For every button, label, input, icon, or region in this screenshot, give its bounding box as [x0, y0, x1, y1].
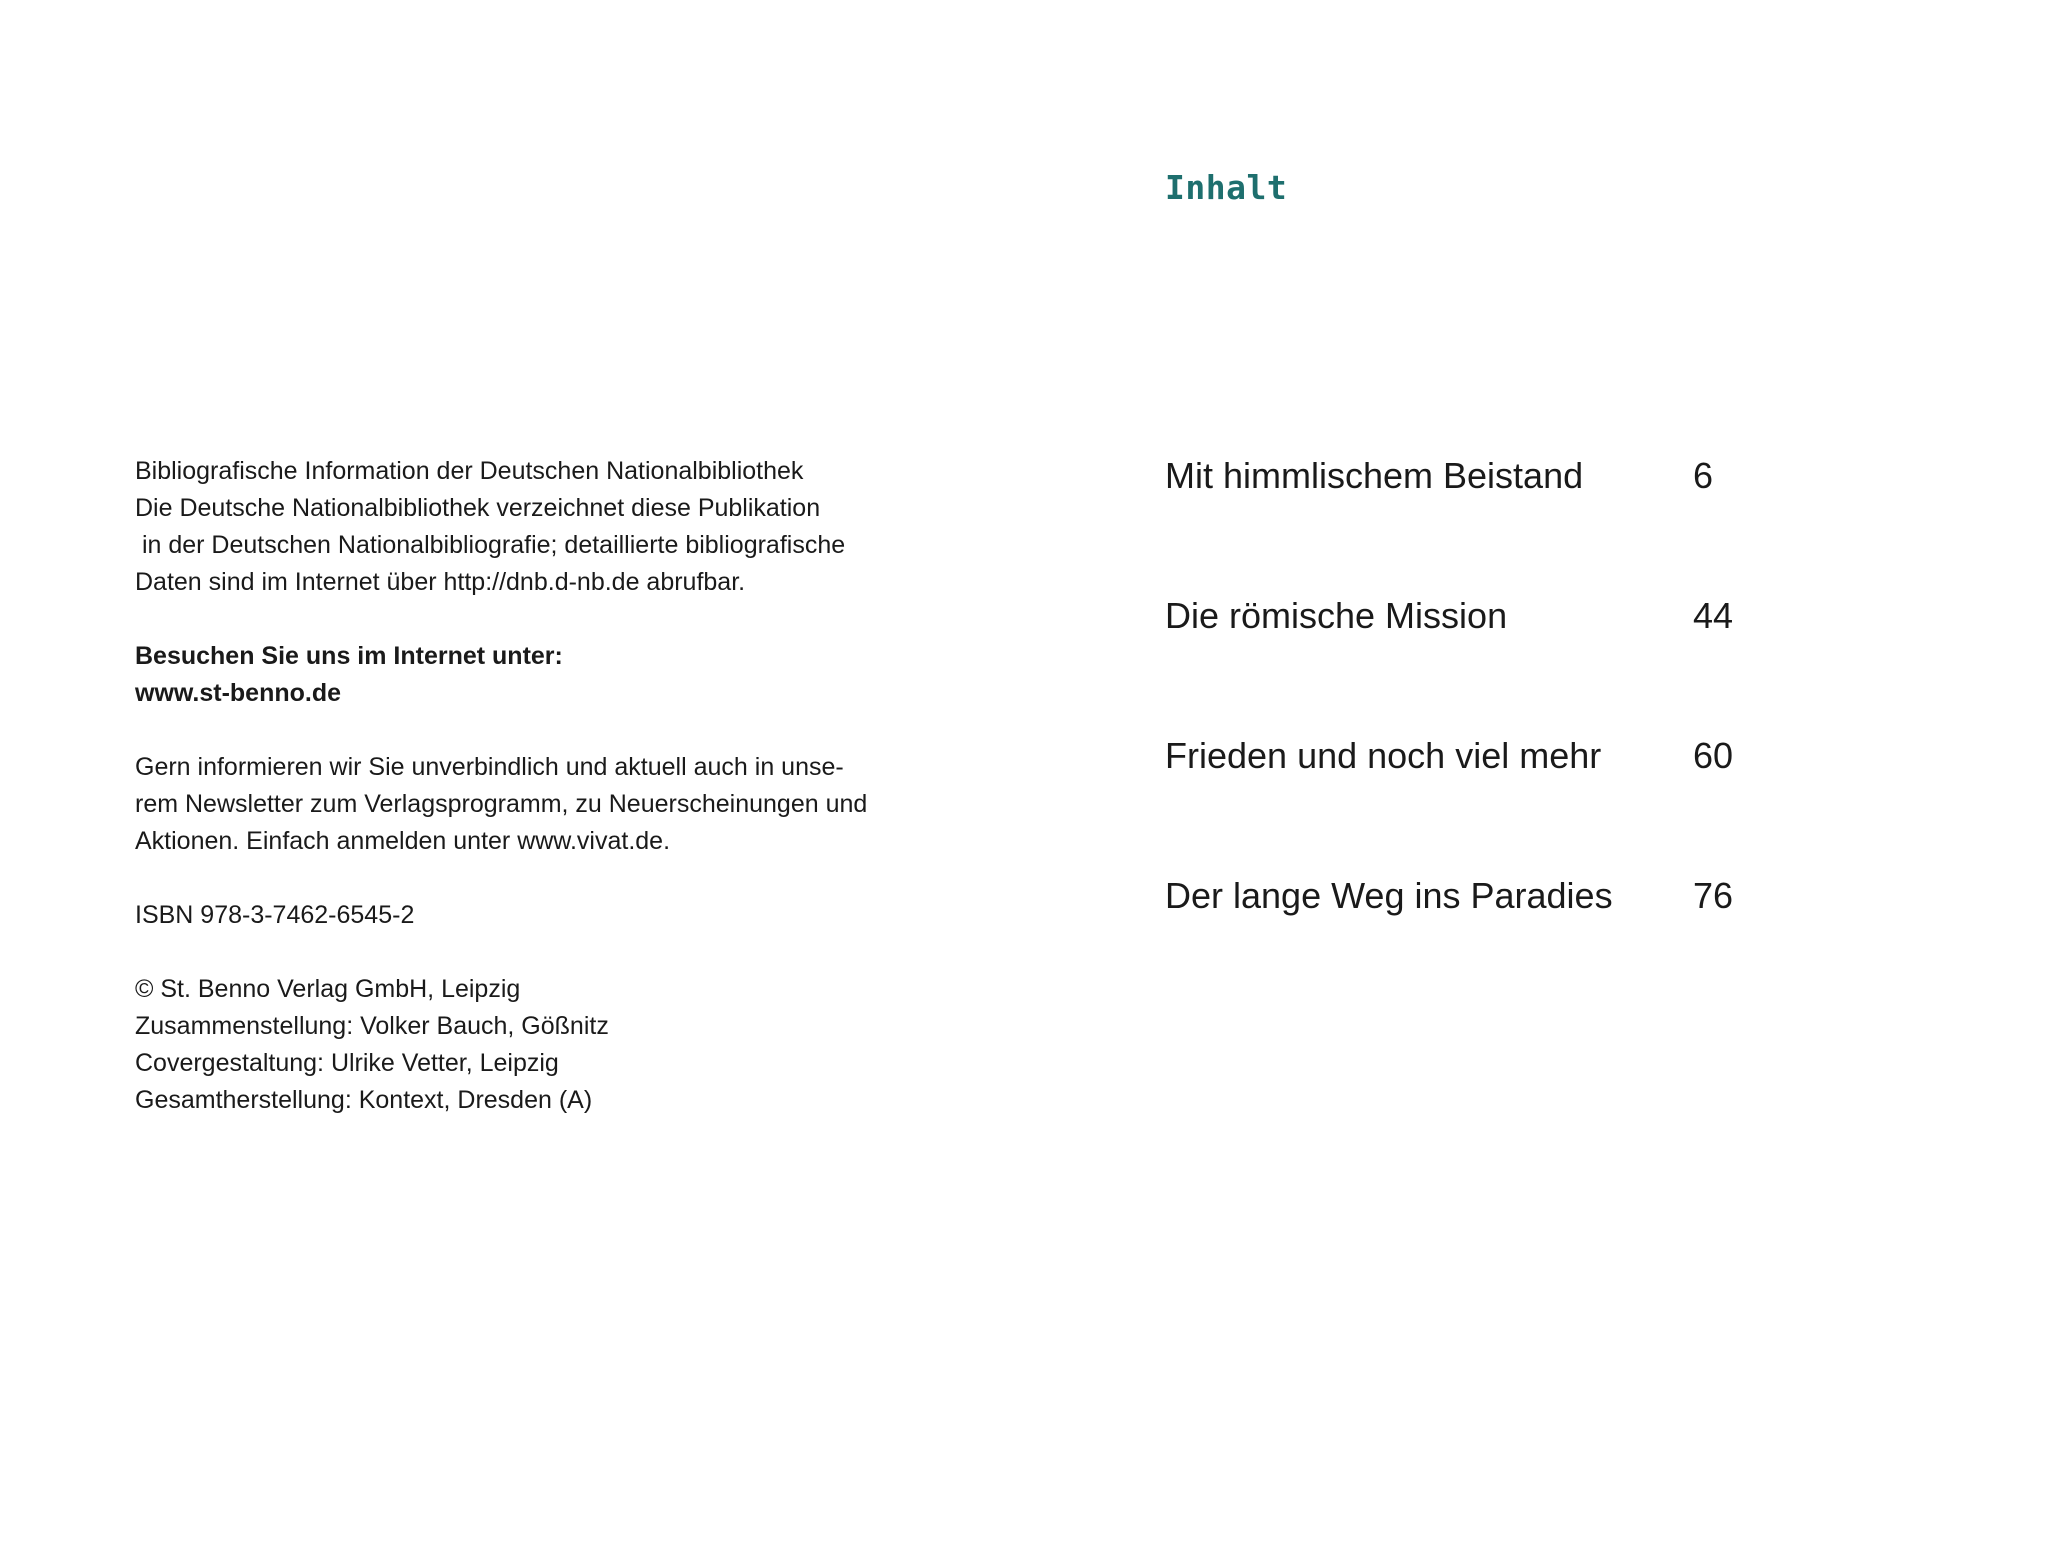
credit-line: Zusammenstellung: Volker Bauch, Gößnitz	[135, 1012, 609, 1040]
toc-entry[interactable]	[1165, 448, 1865, 588]
newsletter-line: rem Newsletter zum Verlagsprogramm, zu Neuerscheinungen und	[135, 790, 868, 818]
credit-line: © St. Benno Verlag GmbH, Leipzig	[135, 975, 521, 1003]
newsletter-line: Aktionen. Einfach anmelden unter www.vivat.de.	[135, 827, 671, 855]
toc-chapter-title: Mit himmlischem Beistand	[1165, 455, 1584, 496]
newsletter-line: Gern informieren wir Sie unverbindlich und aktuell auch in unse-	[135, 753, 844, 781]
isbn: ISBN 978-3-7462-6545-2	[135, 901, 415, 929]
bibliographic-line: in der Deutschen Nationalbibliografie; detaillierte bibliografische	[135, 531, 846, 559]
spacer	[135, 712, 935, 749]
toc-chapter-title: Frieden und noch viel mehr	[1165, 735, 1602, 776]
bibliographic-line: Die Deutsche Nationalbibliothek verzeichnet diese Publikation	[135, 494, 821, 522]
toc-chapter-title: Die römische Mission	[1165, 595, 1508, 636]
toc-entry[interactable]	[1165, 868, 1865, 1008]
bibliographic-line: Bibliografische Information der Deutschen Nationalbibliothek	[135, 457, 804, 485]
spacer	[135, 601, 935, 638]
toc-title: Inhalt	[1165, 168, 1288, 207]
toc-entry[interactable]	[1165, 588, 1865, 728]
spacer	[135, 860, 935, 897]
visit-label: Besuchen Sie uns im Internet unter:	[135, 642, 563, 670]
bibliographic-line: Daten sind im Internet über http://dnb.d-nb.de abrufbar.	[135, 568, 746, 596]
spacer	[135, 934, 935, 971]
publisher-website-link[interactable]: www.st-benno.de	[135, 679, 342, 707]
imprint-block	[135, 453, 935, 1119]
toc-page-number: 44	[1693, 595, 1734, 636]
toc-chapter-title: Der lange Weg ins Paradies	[1165, 875, 1613, 916]
toc-page-number: 60	[1693, 735, 1734, 776]
toc-entry[interactable]	[1165, 728, 1865, 868]
toc-page-number: 76	[1693, 875, 1734, 916]
toc-page-number: 6	[1693, 455, 1714, 496]
table-of-contents	[1165, 448, 1865, 1008]
credit-line: Covergestaltung: Ulrike Vetter, Leipzig	[135, 1049, 559, 1077]
credit-line: Gesamtherstellung: Kontext, Dresden (A)	[135, 1086, 593, 1114]
